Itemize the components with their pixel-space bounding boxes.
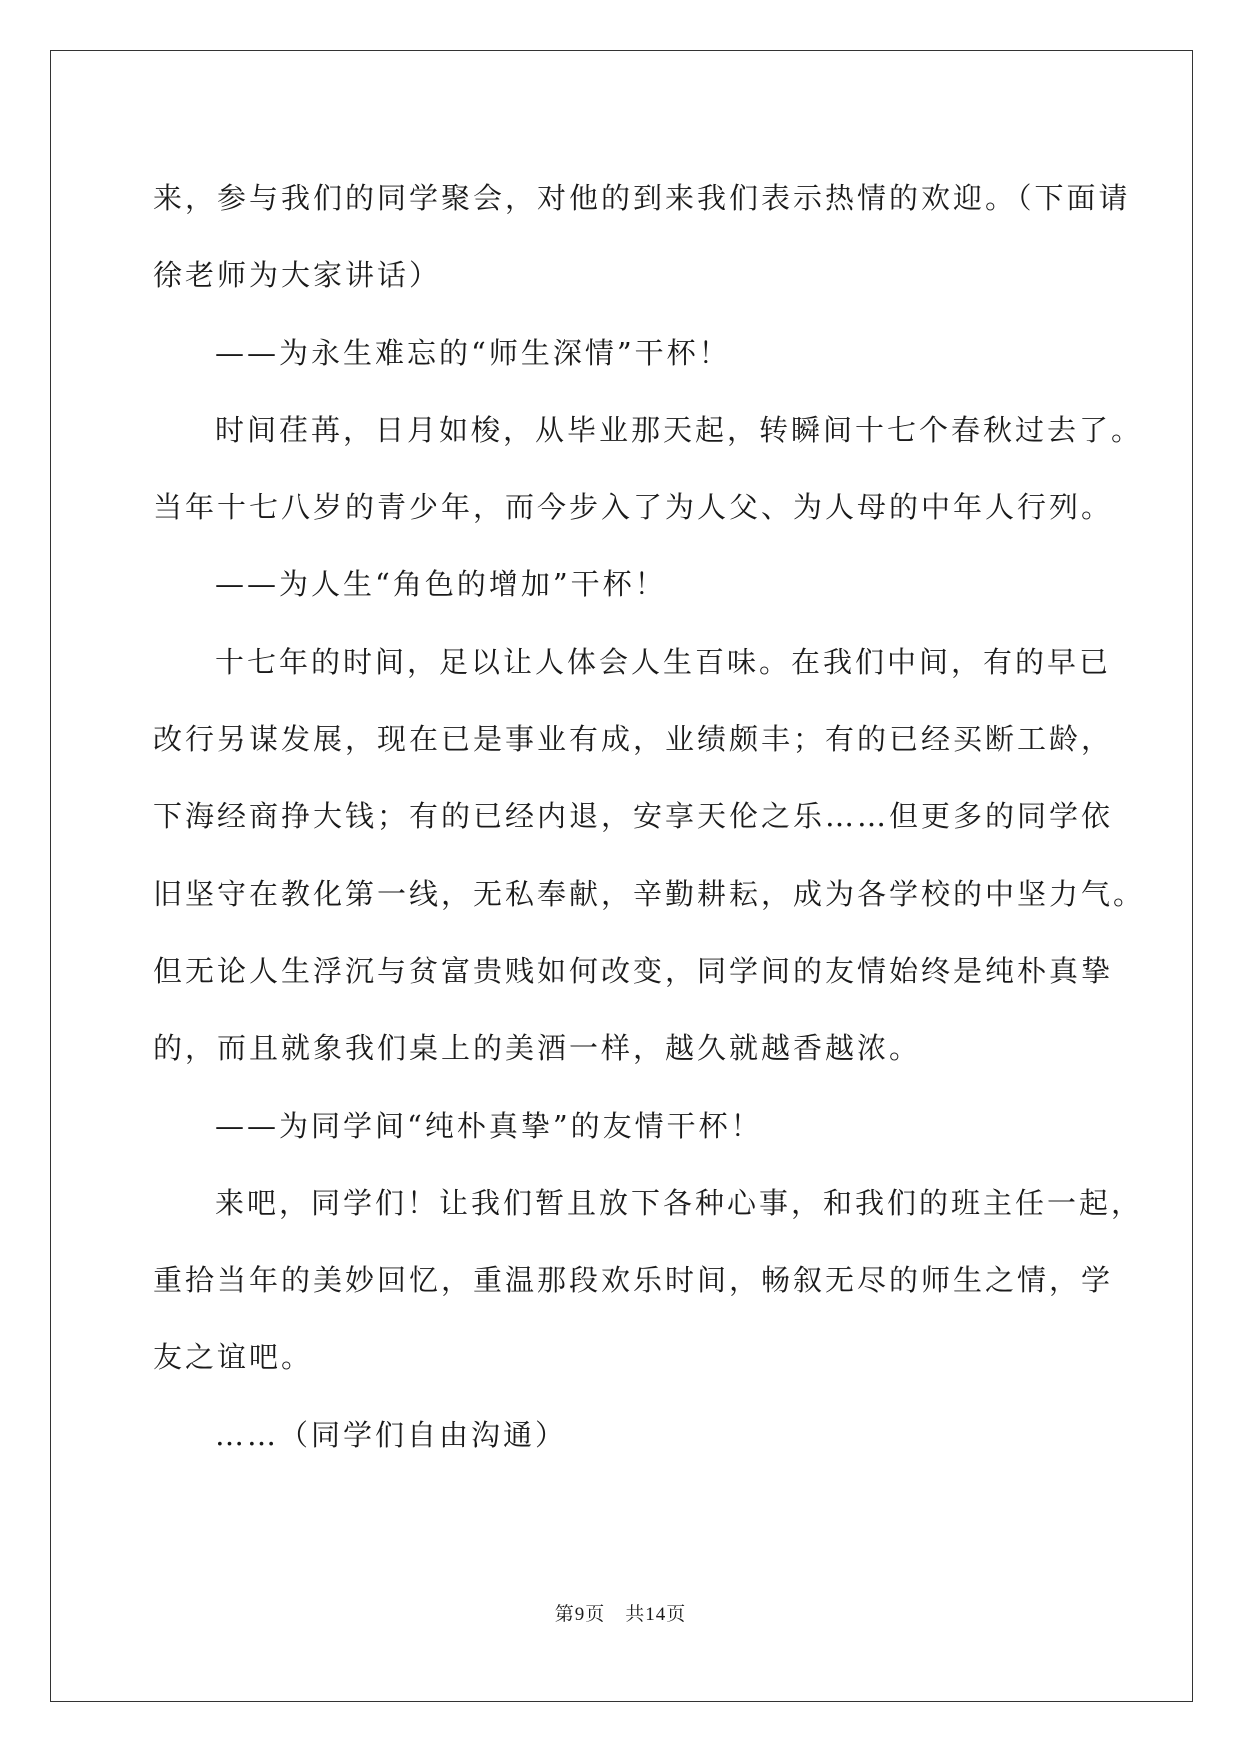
text-line: 改行另谋发展，现在已是事业有成，业绩颇丰；有的已经买断工龄， — [153, 722, 1114, 757]
text-line: ……（同学们自由沟通） — [215, 1417, 568, 1452]
text-line: 十七年的时间，足以让人体会人生百味。在我们中间，有的早已 — [215, 644, 1112, 679]
text-line: 友之谊吧。 — [153, 1340, 314, 1375]
page-number: 第9页 共14页 — [554, 1604, 687, 1625]
text-line: 来，参与我们的同学聚会，对他的到来我们表示热情的欢迎。（下面请 — [153, 181, 1131, 215]
text-line: 的，而且就象我们桌上的美酒一样，越久就越香越浓。 — [153, 1031, 922, 1066]
text-line: 徐老师为大家讲话） — [153, 258, 442, 293]
text-line: 来吧，同学们！让我们暂且放下各种心事，和我们的班主任一起， — [215, 1185, 1144, 1220]
text-line: 旧坚守在教化第一线，无私奉献，辛勤耕耘，成为各学校的中坚力气。 — [153, 876, 1146, 911]
toast-line: ——为永生难忘的“师生深情”干杯！ — [215, 335, 731, 370]
toast-line: ——为同学间“纯朴真挚”的友情干杯！ — [215, 1108, 763, 1143]
text-line: 但无论人生浮沉与贫富贵贱如何改变，同学间的友情始终是纯朴真挚 — [153, 953, 1114, 988]
toast-line: ——为人生“角色的增加”干杯！ — [215, 567, 667, 602]
text-line: 下海经商挣大钱；有的已经内退，安享天伦之乐……但更多的同学依 — [153, 799, 1114, 834]
text-line: 时间荏苒，日月如梭，从毕业那天起，转瞬间十七个春秋过去了。 — [215, 412, 1144, 447]
document-body — [153, 160, 1146, 1474]
text-line: 重拾当年的美妙回忆，重温那段欢乐时间，畅叙无尽的师生之情，学 — [153, 1263, 1114, 1298]
text-line: 当年十七八岁的青少年，而今步入了为人父、为人母的中年人行列。 — [153, 490, 1114, 525]
